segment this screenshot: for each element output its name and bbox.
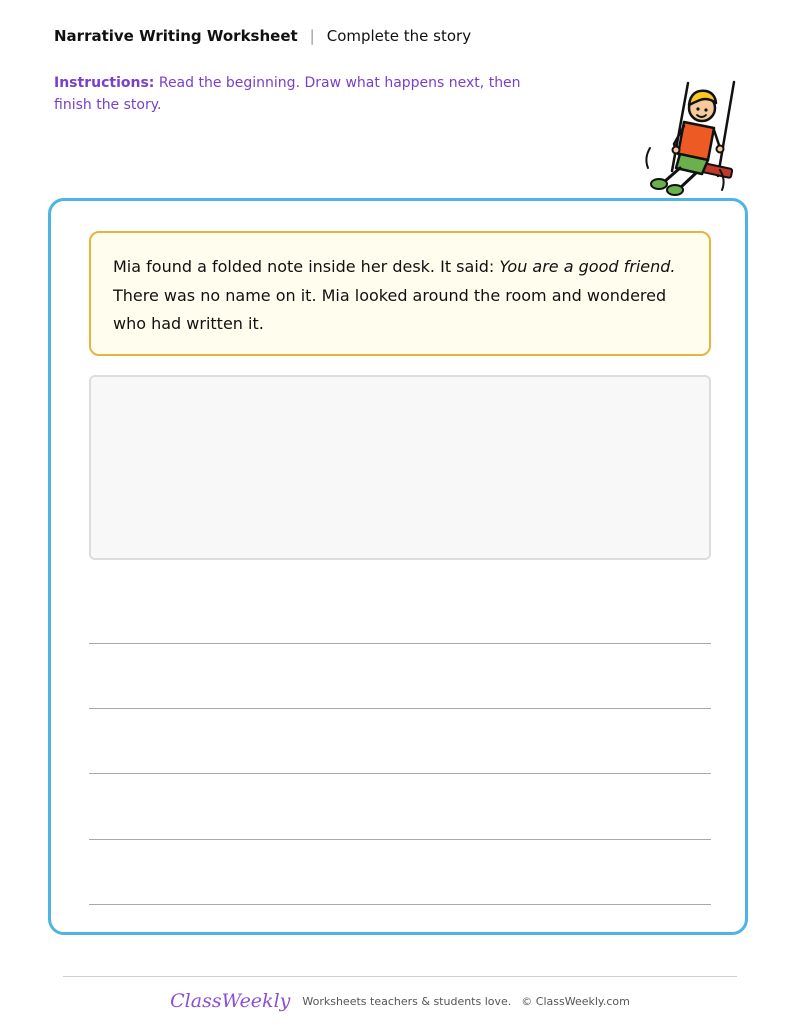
writing-line[interactable] — [89, 839, 711, 840]
brand-logo: ClassWeekly — [170, 990, 291, 1012]
writing-line[interactable] — [89, 643, 711, 644]
footer — [0, 988, 800, 1014]
footer-copyright: © ClassWeekly.com — [521, 994, 630, 1008]
drawing-area[interactable] — [89, 375, 711, 560]
story-prompt-text-start: Mia found a folded note inside her desk. It said: — [113, 257, 500, 276]
story-prompt-text-end: There was no name on it. Mia looked around the room and wondered who had written it. — [113, 285, 667, 333]
instructions-text: Read the beginning. Draw what happens next, then finish the story. — [54, 75, 521, 113]
writing-line[interactable] — [89, 708, 711, 709]
instructions — [54, 72, 554, 116]
worksheet-subtitle: Complete the story — [326, 27, 472, 45]
writing-line[interactable] — [89, 904, 711, 905]
writing-line[interactable] — [89, 773, 711, 774]
story-prompt-quote: You are a good friend. — [499, 257, 676, 276]
child-on-swing-icon — [636, 78, 746, 198]
worksheet-title: Narrative Writing Worksheet — [54, 27, 298, 45]
story-prompt — [89, 231, 711, 356]
header-separator: | — [309, 27, 315, 45]
footer-tagline: Worksheets teachers & students love. — [302, 994, 512, 1008]
worksheet-header — [54, 24, 471, 48]
instructions-label: Instructions: — [54, 75, 155, 91]
footer-divider — [63, 976, 737, 977]
